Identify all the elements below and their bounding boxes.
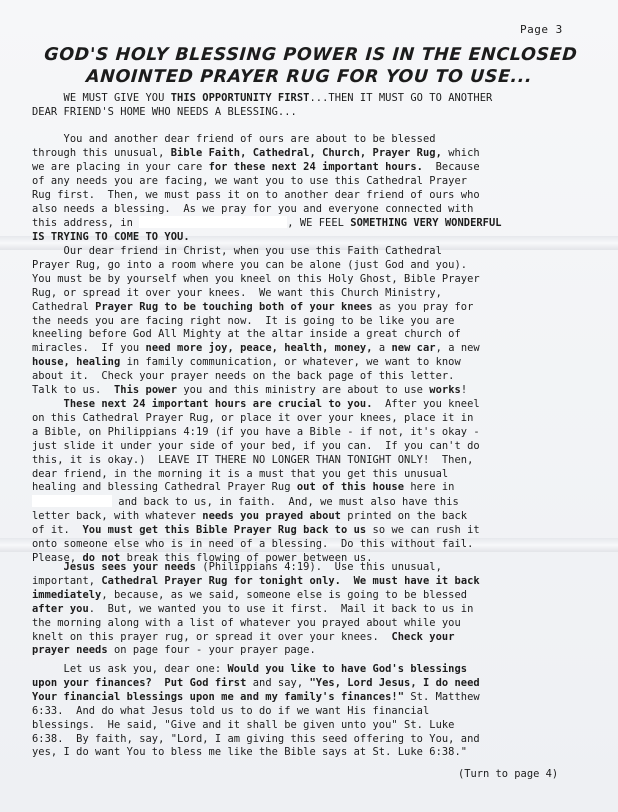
bold-run: You must get this Bible Prayer Rug back to us [82,524,367,537]
text-run: , WE FEEL [287,217,351,230]
bold-run: Jesus sees your needs [63,561,196,573]
bold-run: works [429,384,461,397]
text-run: here in [410,481,455,494]
text-run: After you kneel on this Cathedral Prayer Rug, or place it over your knees, place it in a Bible, on Philippians 4:19 (if you have a Bible - if not, it's okay - just slide it under your side of your bed, if you can. If you can't do this, it is okay.) LEAVE IT THERE NO LONGER THAN TONIGHT ONLY! Then, dear friend, in the morning it is a must that you get this unusual healing and blessing Cathedral Prayer Rug [32,398,480,494]
bold-run: do not [82,551,121,564]
bold-run: house, healing [32,356,121,369]
text-run [341,575,354,587]
bold-run: after you [32,602,89,615]
redacted-location [32,495,112,507]
text-run [32,561,64,573]
headline-line: GOD'S HOLY BLESSING POWER IS IN THE ENCLOSED [43,45,579,65]
bold-run: Would you like to have God's blessings upon your finances? Put God first [32,663,468,689]
paragraph-crucial-hours [32,398,592,566]
turn-page-note: (Turn to page 4) [458,768,559,780]
bold-run: This power [113,384,178,397]
text-run: printed on the back of it. [32,510,468,537]
text-run: Let us ask you, dear one: [32,663,228,675]
bold-run: These next 24 important hours are crucial to you. [63,398,373,410]
page-number: Page 3 [520,23,563,36]
bold-run: Prayer Rug to be touching both of your knees [95,300,373,313]
text-run: and say, [246,676,310,689]
text-run: You and another dear friend of ours are about to be blessed through this unusual, [32,133,436,159]
bold-run: We must have it back immediately [32,574,480,601]
text-run: break this flowing of power between us. [120,551,373,564]
paragraph-blessed [32,133,592,245]
bold-run: out of this house [296,481,405,494]
text-run: on page four - your prayer page. [107,644,316,657]
paragraph-kneel [32,245,592,398]
paragraph-opportunity [32,92,592,120]
text-run: and back to us, in faith. And, we must also have this letter back, with whatever [32,496,459,523]
bold-run: for these next 24 important hours. [208,160,423,173]
redacted-location [139,216,287,228]
text-run: (Philippians 4:19). Use this unusual, important, [32,561,442,587]
text-run: a [372,342,392,355]
text-run: Our dear friend in Christ, when you use this Faith Cathedral Prayer Rug, go into a room where you can be alone (just God and you). You must be by yourself when you kneel on this Holy Ghost, Bible Prayer Rug, or spread it over your knees. We want this Church Ministry, Cathedral [32,245,480,313]
text-run: WE MUST GIVE YOU [32,92,171,104]
text-run: . But, we wanted you to use it first. Mail it back to us in the morning along with a list of whatever you prayed about while you knelt on this prayer rug, or spread it over your knees. [32,602,474,643]
text-run: St. Matthew 6:33. And do what Jesus told us to do if we want His financial blessings. He said, "Give and it shall be given unto you" St. Luke 6:38. By faith, say, "Lord, I am giving this seed offering to You, and yes, I do want You to bless me like the Bible says at St. Luke 6:38." [32,690,480,759]
text-run: ...THEN IT MUST GO TO ANOTHER DEAR FRIEND'S HOME WHO NEEDS A BLESSING... [32,92,493,118]
text-run: , a new [435,342,480,355]
text-run: so we can rush it onto someone else who is in need of a blessing. Do this without fail. Please, [32,524,480,564]
text-run: as you pray for the needs you are facing right now. It is going to be like you are kneeling before God All Mighty at the altar inside a great church of miracles. If you [32,300,474,355]
text-run: Because of any needs you are facing, we want you to use this Cathedral Prayer Rug first. Then, we must pass it on to another dear friend of ours who also needs a blessing. As we pray for you and everyone connected with this address, in [32,160,480,230]
bold-run: SOMETHING VERY WONDERFUL IS TRYING TO COME TO YOU. [32,217,502,244]
bold-run: Cathedral Prayer Rug for tonight only. [101,574,341,587]
bold-run: "Yes, Lord Jesus, I do need Your financial blessings upon me and my family's finances!" [32,676,480,703]
text-run: which we are placing in your care [32,146,480,173]
bold-run: new car [391,342,436,355]
headline [28,44,591,88]
paragraph-finances [32,663,592,760]
headline-line: ANOINTED PRAYER RUG FOR YOU TO USE... [85,67,534,87]
bold-run: Bible Faith, Cathedral, Church, Prayer Rug, [170,146,442,159]
text-run [32,398,64,410]
paragraph-jesus-sees [32,561,592,658]
text-run: , because, as we said, someone else is going to be blessed [101,588,468,601]
bold-run: need more joy, peace, health, money, [145,342,373,355]
text-run: in family communication, or whatever, we want to know about it. Check your prayer needs on the back page of this letter. Talk to us. [32,356,461,397]
bold-run: Check your prayer needs [32,630,455,657]
bold-run: THIS OPPORTUNITY FIRST [170,92,310,104]
text-run: ! [460,384,468,397]
bold-run: needs you prayed about [202,510,341,523]
text-run: you and this ministry are about to use [177,384,430,397]
